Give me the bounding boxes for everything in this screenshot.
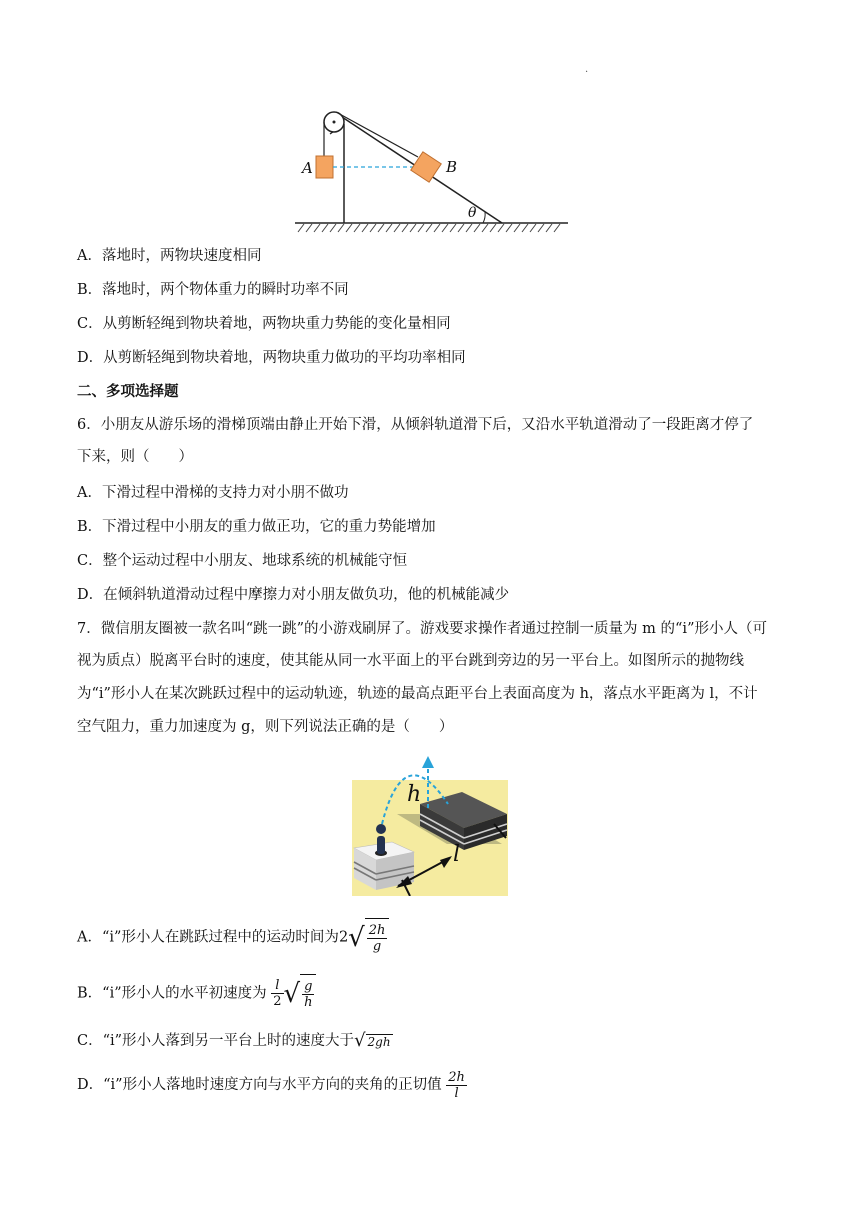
q7-option-d-text: D．“i”形小人落地时速度方向与水平方向的夹角的正切值 xyxy=(77,1077,442,1093)
q7-option-b-num: l xyxy=(271,978,283,994)
stray-dot: . xyxy=(585,64,589,75)
label-theta: θ xyxy=(468,205,477,221)
q6-option-a: A．下滑过程中滑梯的支持力对小朋不做功 xyxy=(77,485,349,501)
section-title: 二、多项选择题 xyxy=(77,383,179,400)
q5-option-b: B．落地时，两个物体重力的瞬时功率不同 xyxy=(77,282,349,298)
q6-stem-line2: 下来，则（ ） xyxy=(77,449,193,465)
q7-stem-line2: 视为质点）脱离平台时的速度，使其能从同一水平面上的平台跳到旁边的另一平台上。如图所示的抛物线 xyxy=(77,653,744,669)
q7-option-b-rnum: g xyxy=(302,979,314,995)
q7-option-b xyxy=(77,974,316,1013)
q5-option-a: A．落地时，两物块速度相同 xyxy=(77,248,262,264)
q7-option-a-sqrt: √ $\frac{2h}{g}$ xyxy=(348,918,389,957)
label-a: A xyxy=(302,159,313,177)
q7-option-c-rad: 2gh xyxy=(367,1034,391,1049)
q7-option-a xyxy=(77,918,389,957)
q7-option-d xyxy=(77,1066,467,1104)
q7-option-b-text: B．“i”形小人的水平初速度为 xyxy=(77,985,267,1002)
q7-option-c-text: C．“i”形小人落到另一平台上时的速度大于 xyxy=(77,1033,355,1049)
q7-option-d-frac xyxy=(446,1070,467,1101)
q7-stem-line4: 空气阻力，重力加速度为 g，则下列说法正确的是（ ） xyxy=(77,719,454,735)
q7-option-b-sqrt: √ $\frac{g}{h}$ xyxy=(284,974,317,1013)
q7-option-a-text: A．“i”形小人在跳跃过程中的运动时间为 xyxy=(77,929,339,946)
q7-option-c-sqrt: √ 2gh xyxy=(354,1030,391,1051)
q6-stem-line1: 6．小朋友从游乐场的滑梯顶端由静止开始下滑，从倾斜轨道滑下后，又沿水平轨道滑动了一段距离才停了 xyxy=(77,417,754,433)
q5-option-c: C．从剪断轻绳到物块着地，两物块重力势能的变化量相同 xyxy=(77,316,451,332)
fig-label-l: l xyxy=(453,842,461,867)
jump-game-figure xyxy=(352,752,508,896)
q7-stem-line3: 为“i”形小人在某次跳跃过程中的运动轨迹，轨迹的最高点距平台上表面高度为 h，落点水平距离为 l，不计 xyxy=(77,686,758,702)
q5-option-d: D．从剪断轻绳到物块着地，两物块重力做功的平均功率相同 xyxy=(77,350,466,366)
fig-label-h: h xyxy=(407,782,422,807)
q6-option-c: C．整个运动过程中小朋友、地球系统的机械能守恒 xyxy=(77,553,408,569)
q7-option-b-den: 2 xyxy=(273,994,282,1009)
incline-pulley-figure xyxy=(290,104,570,236)
label-b: B xyxy=(446,158,458,176)
q7-option-d-den: l xyxy=(454,1085,459,1101)
q7-option-a-coef: 2 xyxy=(338,929,349,946)
q7-option-a-den: g xyxy=(372,938,382,954)
q6-option-d: D．在倾斜轨道滑动过程中摩擦力对小朋友做负功，他的机械能减少 xyxy=(77,587,510,603)
q6-option-b: B．下滑过程中小朋友的重力做正功，它的重力势能增加 xyxy=(77,519,436,535)
q7-stem-line1: 7．微信朋友圈被一款名叫“跳一跳”的小游戏刷屏了。游戏要求操作者通过控制一质量为 m 的“i”形小人（可 xyxy=(77,621,767,637)
q7-option-c xyxy=(77,1030,393,1052)
q7-option-b-rden: h xyxy=(304,994,313,1010)
q7-option-d-num: 2h xyxy=(448,1069,465,1085)
q7-option-a-num: 2h xyxy=(368,922,386,938)
q7-option-b-frac xyxy=(271,978,283,1009)
